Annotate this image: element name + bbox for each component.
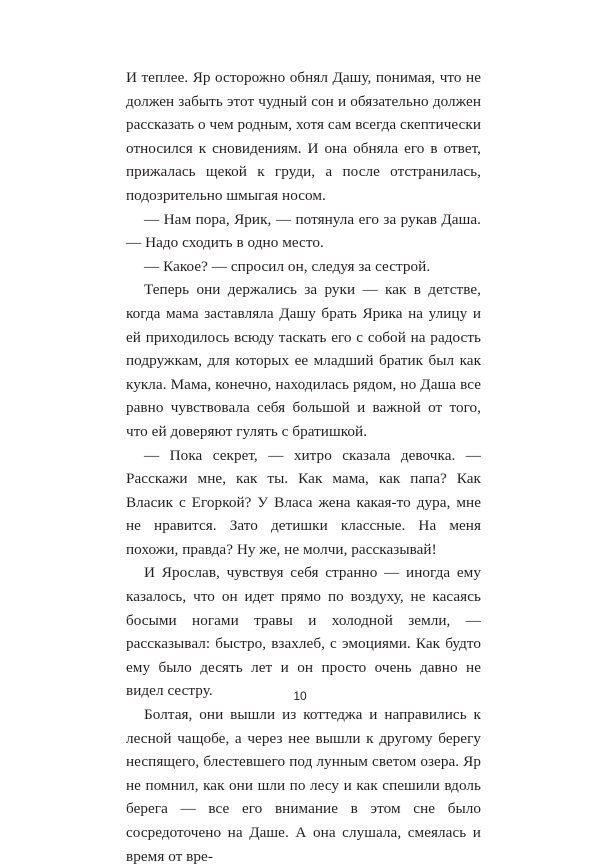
paragraph-7: Болтая, они вышли из коттеджа и направились к лесной чащобе, а через нее вышли к другому берегу неспящего, блестевшего под лунным светом озера. Яр не помнил, как они шли по лесу и как спешили вдоль берега — все его внимание в этом сне было сосредоточено на Даше. А она слушала, смеялась и время от вре-: [126, 706, 481, 865]
body-text: [126, 66, 481, 868]
page-number: 10: [293, 689, 307, 703]
paragraph-1: И теплее. Яр осторожно обнял Дашу, понимая, что не должен забыть этот чудный сон и обязательно должен рассказать о чем родным, хотя сам всегда скептически относился к сновидениям. И она обняла его в ответ, прижалась щекой к груди, а после отстранилась, подозрительно шмыгая носом.: [126, 69, 481, 204]
paragraph-4: Теперь они держались за руки — как в детстве, когда мама заставляла Дашу брать Ярика на улицу и ей приходилось всюду таскать его с собой на радость подружкам, для которых ее младший братик был как кукла. Мама, конечно, находилась рядом, но Даша все равно чувствовала себя большой и важной от того, что ей доверяют гулять с братишкой.: [126, 281, 481, 440]
paragraph-2: — Нам пора, Ярик, — потянула его за рукав Даша. — Надо сходить в одно место.: [126, 210, 481, 252]
paragraph-3: — Какое? — спросил он, следуя за сестрой.: [144, 257, 431, 275]
paragraph-5: — Пока секрет, — хитро сказала девочка. — Расскажи мне, как ты. Как мама, как папа? Как Власик с Егоркой? У Власа жена какая-то дура, мне не нравится. Зато детишки классные. На меня похожи, правда? Ну же, не молчи, рассказывай!: [126, 446, 481, 558]
paragraph-6: И Ярослав, чувствуя себя странно — иногда ему казалось, что он идет прямо по воздуху, не касаясь босыми ногами травы и холодной земли, — рассказывал: быстро, взахлеб, с эмоциями. Как будто ему было десять лет и он просто очень давно не видел сестру.: [126, 564, 481, 700]
